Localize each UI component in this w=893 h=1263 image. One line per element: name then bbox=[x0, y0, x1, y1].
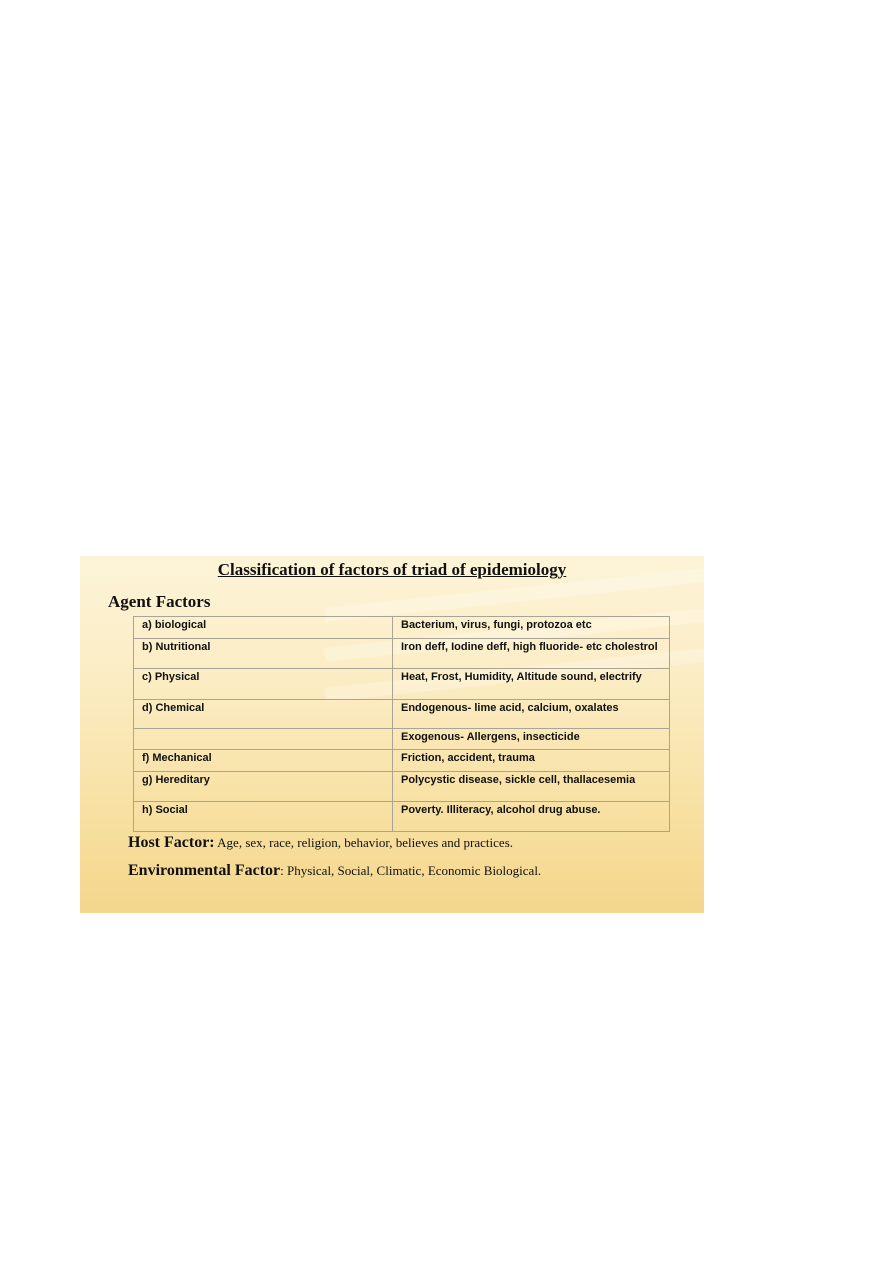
table-row bbox=[134, 669, 670, 700]
examples-cell: Exogenous- Allergens, insecticide bbox=[393, 729, 670, 750]
examples-cell: Iron deff, Iodine deff, high fluoride- etc cholestrol bbox=[393, 639, 670, 669]
table-row bbox=[134, 700, 670, 729]
slide-title: Classification of factors of triad of epidemiology bbox=[217, 560, 567, 579]
category-cell: d) Chemical bbox=[134, 700, 393, 729]
environmental-factor-label: Environmental Factor bbox=[128, 862, 281, 879]
table-row bbox=[134, 750, 670, 772]
agent-factors-heading: Agent Factors bbox=[108, 592, 211, 611]
category-cell: h) Social bbox=[134, 802, 393, 832]
examples-cell: Friction, accident, trauma bbox=[393, 750, 670, 772]
host-factor-label: Host Factor: bbox=[128, 834, 215, 851]
category-cell bbox=[134, 729, 393, 750]
examples-cell: Endogenous- lime acid, calcium, oxalates bbox=[393, 700, 670, 729]
table-row bbox=[134, 639, 670, 669]
examples-cell: Polycystic disease, sickle cell, thallacesemia bbox=[393, 772, 670, 802]
examples-cell: Poverty. Illiteracy, alcohol drug abuse. bbox=[393, 802, 670, 832]
table-row bbox=[134, 802, 670, 832]
category-cell: c) Physical bbox=[134, 669, 393, 700]
category-cell: b) Nutritional bbox=[134, 639, 393, 669]
category-cell: a) biological bbox=[134, 617, 393, 639]
agent-factors-table bbox=[133, 616, 670, 832]
table-row bbox=[134, 617, 670, 639]
category-cell: f) Mechanical bbox=[134, 750, 393, 772]
environmental-factor-text: : Physical, Social, Climatic, Economic Biological. bbox=[280, 863, 542, 878]
examples-cell: Bacterium, virus, fungi, protozoa etc bbox=[393, 617, 670, 639]
examples-cell: Heat, Frost, Humidity, Altitude sound, electrify bbox=[393, 669, 670, 700]
table-row bbox=[134, 729, 670, 750]
host-factor-line bbox=[128, 834, 513, 852]
environmental-factor-line bbox=[128, 862, 628, 879]
table-row bbox=[134, 772, 670, 802]
host-factor-text: Age, sex, race, religion, behavior, believes and practices. bbox=[214, 835, 513, 850]
slide bbox=[80, 556, 704, 913]
category-cell: g) Hereditary bbox=[134, 772, 393, 802]
